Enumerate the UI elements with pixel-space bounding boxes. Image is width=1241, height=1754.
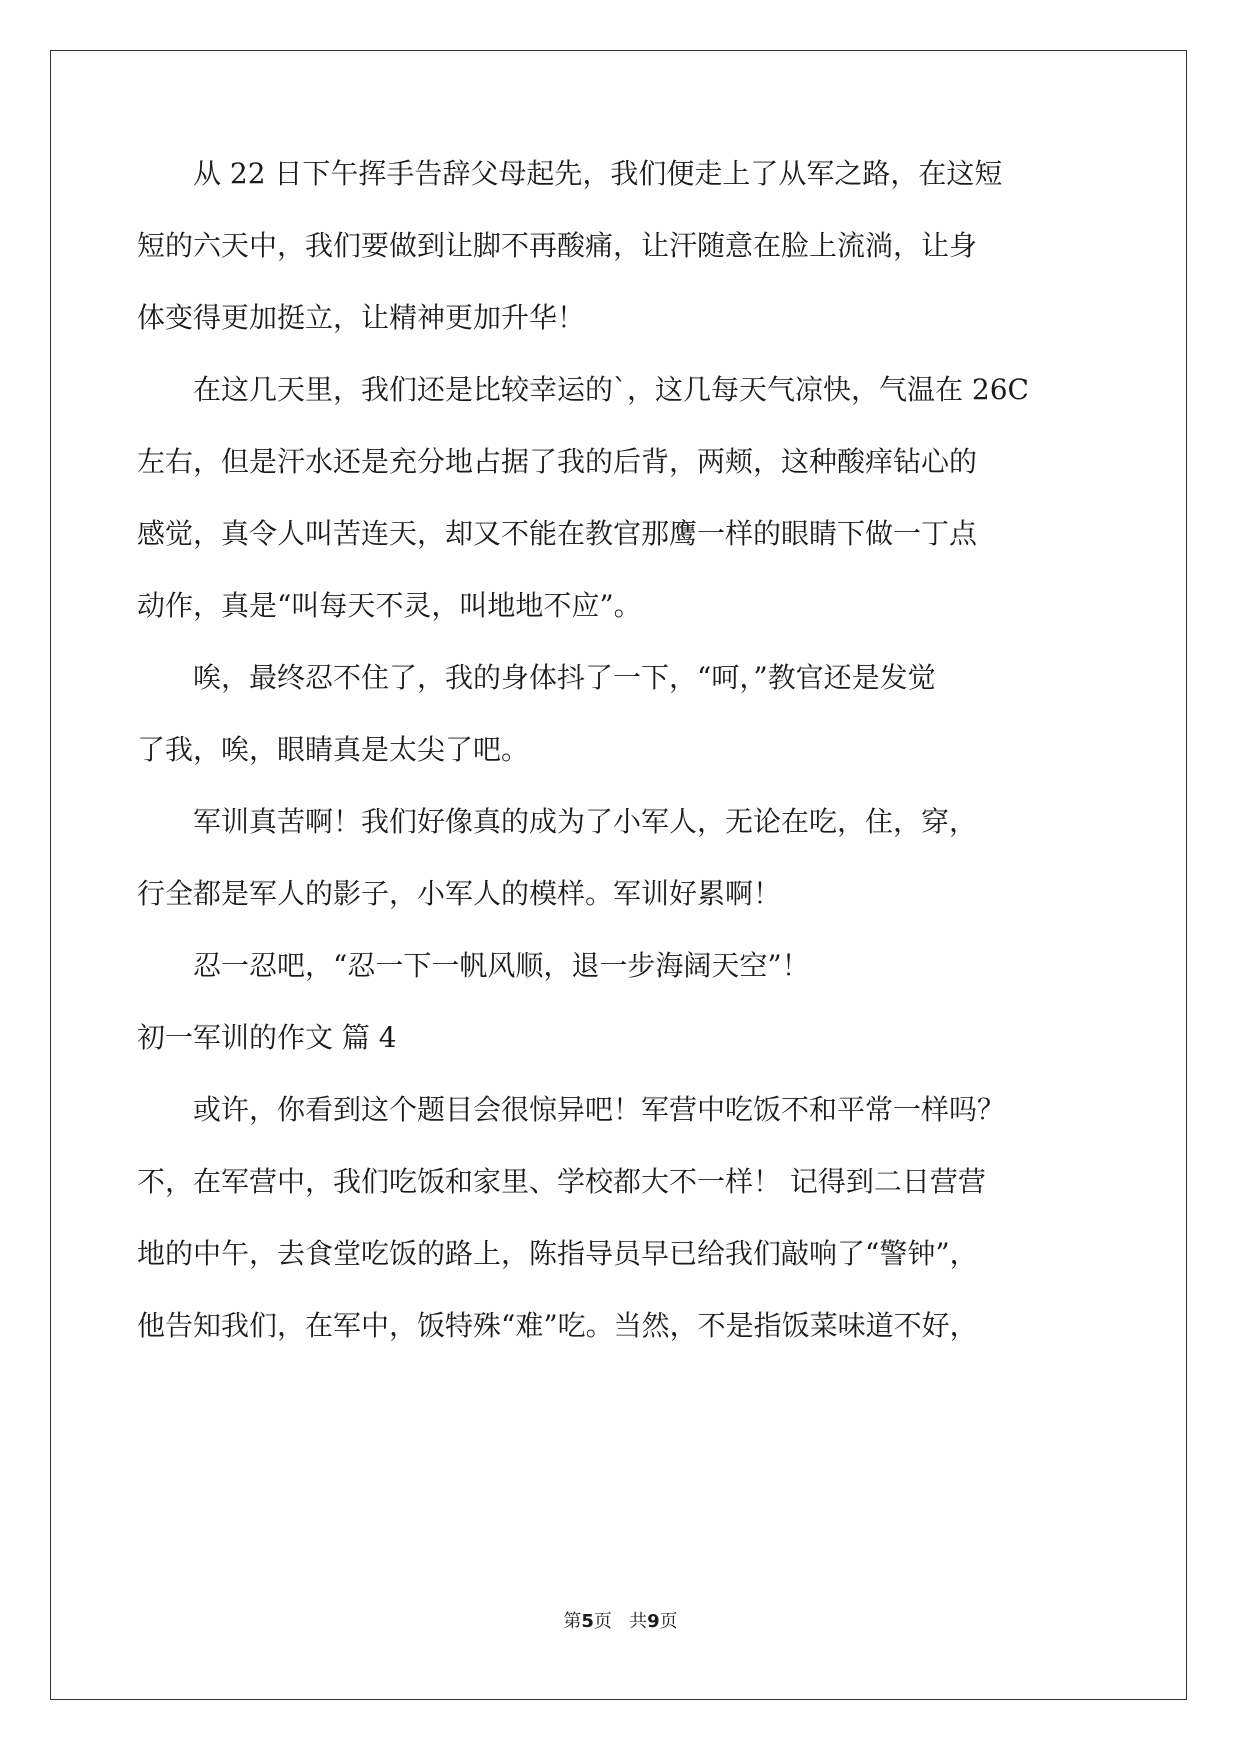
text-line: 从 22 日下午挥手告辞父母起先，我们便走上了从军之路，在这短 — [193, 157, 1003, 190]
text-line: 唉，最终忍不住了，我的身体抖了一下，“呵，”教官还是发觉 — [193, 661, 936, 694]
text-line: 了我，唉，眼睛真是太尖了吧。 — [137, 733, 530, 766]
page-suffix: 页 — [593, 1611, 612, 1632]
text-line: 在这几天里，我们还是比较幸运的`，这几每天气凉快，气温在 26C — [193, 373, 1029, 406]
total-pages: 9 — [647, 1611, 660, 1632]
text-line: 感觉，真令人叫苦连天，却又不能在教官那鹰一样的眼睛下做一丁点 — [137, 517, 978, 550]
page-number: 5 — [581, 1611, 594, 1632]
text-line: 或许，你看到这个题目会很惊异吧！军营中吃饭不和平常一样吗？ — [193, 1093, 1006, 1126]
text-line: 不，在军营中，我们吃饭和家里、学校都大不一样！ 记得到二日营营 — [137, 1165, 986, 1198]
total-suffix: 页 — [659, 1611, 678, 1632]
text-line: 地的中午，去食堂吃饭的路上，陈指导员早已给我们敲响了“警钟”， — [137, 1237, 978, 1270]
text-line: 体变得更加挺立，让精神更加升华！ — [137, 301, 586, 334]
text-line: 动作，真是“叫每天不灵，叫地地不应”。 — [137, 589, 642, 622]
text-line: 短的六天中，我们要做到让脚不再酸痛，让汗随意在脸上流淌，让身 — [137, 229, 978, 262]
page-footer — [0, 1610, 1241, 1634]
text-line: 左右，但是汗水还是充分地占据了我的后背，两颊，这种酸痒钻心的 — [137, 445, 978, 478]
text-line: 军训真苦啊！我们好像真的成为了小军人，无论在吃，住，穿， — [193, 805, 978, 838]
total-prefix: 共 — [629, 1611, 648, 1632]
section-heading: 初一军训的作文 篇 4 — [137, 1021, 397, 1054]
text-line: 忍一忍吧，“忍一下一帆风顺，退一步海阔天空”！ — [193, 949, 810, 982]
text-line: 行全都是军人的影子，小军人的模样。军训好累啊！ — [137, 877, 782, 910]
text-line: 他告知我们，在军中，饭特殊“难”吃。当然，不是指饭菜味道不好， — [137, 1309, 978, 1342]
page-prefix: 第 — [563, 1611, 582, 1632]
